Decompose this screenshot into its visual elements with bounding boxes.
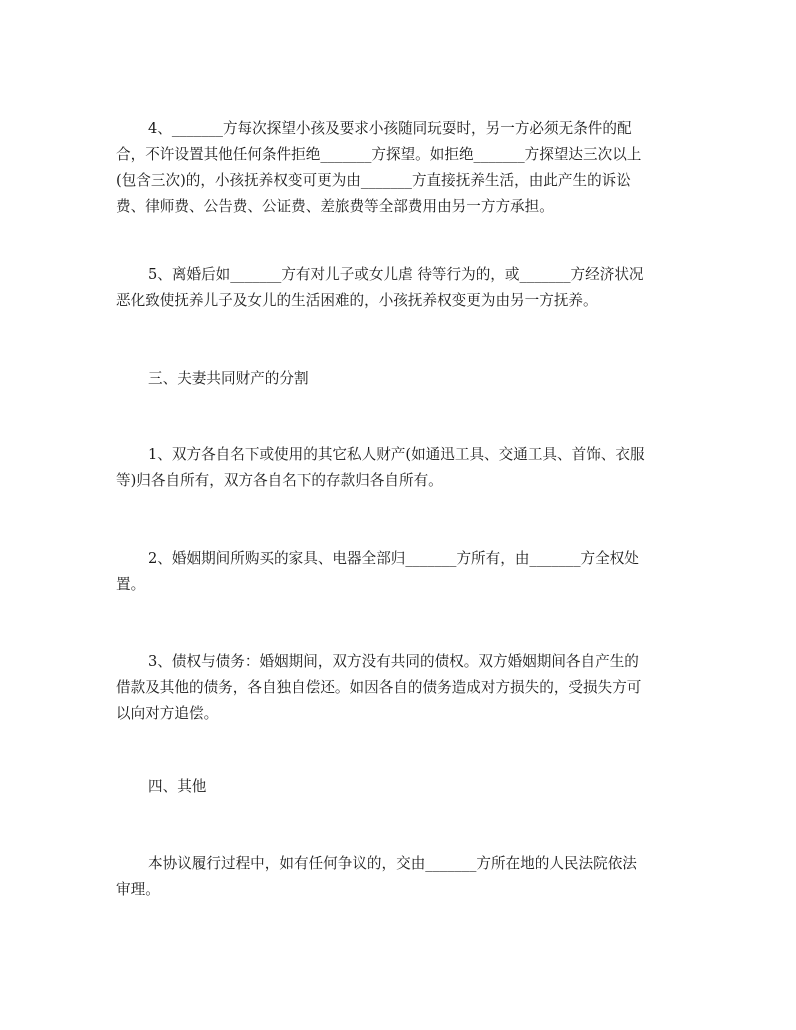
text-line: 1、双方各自名下或使用的其它私人财产(如通迅工具、交通工具、首饰、衣服 [148, 446, 645, 463]
section-4-paragraph [116, 851, 696, 903]
text-line: 以向对方追偿。 [116, 705, 219, 722]
text-line: 合，不许设置其他任何条件拒绝_______方探望。如拒绝_______方探望达三次以上 [116, 146, 642, 163]
clause-5-paragraph [116, 262, 696, 314]
text-line: 本协议履行过程中，如有任何争议的，交由_______方所在地的人民法院依法 [148, 855, 637, 872]
section-3-clause-3-paragraph [116, 649, 696, 727]
text-line: 置。 [116, 576, 146, 593]
text-line: 3、债权与债务：婚姻期间，双方没有共同的债权。双方婚姻期间各自产生的 [148, 653, 639, 670]
text-line: 费、律师费、公告费、公证费、差旅费等全部费用由另一方方承担。 [116, 198, 554, 215]
section-3-clause-2-paragraph [116, 546, 696, 598]
section-title: 三、夫妻共同财产的分割 [148, 370, 309, 387]
section-3-clause-1-paragraph [116, 442, 696, 494]
section-4-heading [116, 774, 696, 800]
section-title: 四、其他 [148, 778, 207, 795]
text-line: (包含三次)的，小孩抚养权变可更为由_______方直接抚养生活，由此产生的诉讼 [116, 172, 631, 189]
text-line: 审理。 [116, 881, 160, 898]
text-line: 等)归各自所有，双方各自名下的存款归各自所有。 [116, 472, 443, 489]
section-3-heading [116, 366, 696, 392]
text-line: 借款及其他的债务，各自独自偿还。如因各自的债务造成对方损失的，受损失方可 [116, 679, 642, 696]
clause-4-paragraph [116, 116, 696, 220]
text-line: 恶化致使抚养儿子及女儿的生活困难的，小孩抚养权变更为由另一方抚养。 [116, 292, 598, 309]
text-line: 5、离婚后如_______方有对儿子或女儿虐 待等行为的，或_______方经济状况 [148, 266, 644, 283]
text-line: 4、_______方每次探望小孩及要求小孩随同玩耍时，另一方必须无条件的配 [148, 120, 632, 137]
text-line: 2、婚姻期间所购买的家具、电器全部归_______方所有，由_______方全权处 [148, 550, 639, 567]
